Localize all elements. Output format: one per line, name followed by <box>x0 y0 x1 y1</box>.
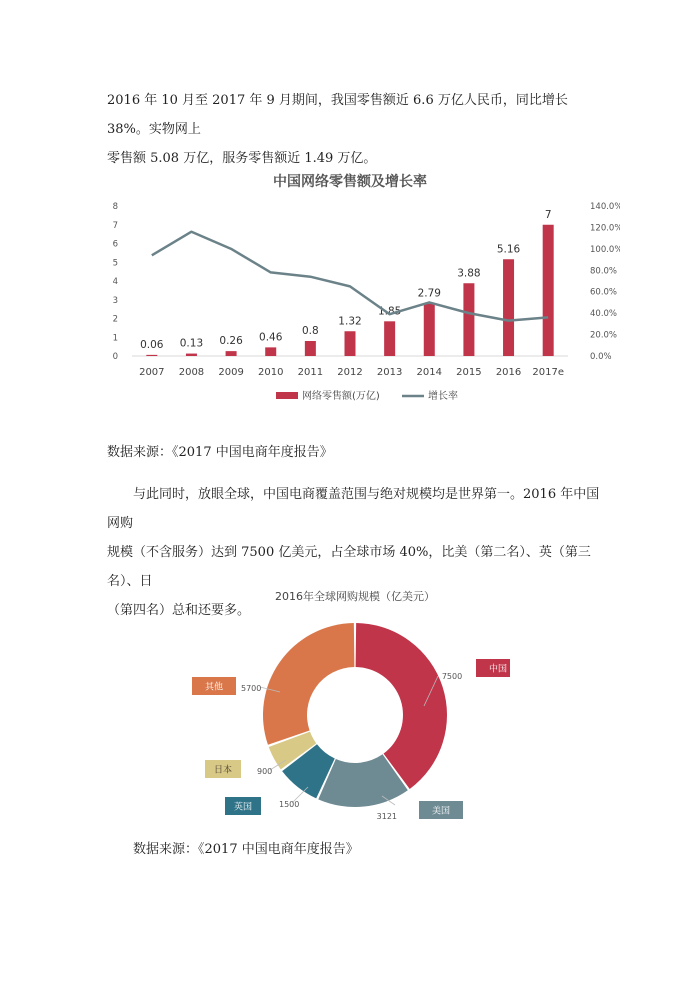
donut-label-uk: 英国 <box>233 802 253 813</box>
left-axis-tick: 8 <box>112 202 118 212</box>
right-axis-tick: 20.0% <box>590 330 618 341</box>
global-line-3: （第四名）总和还要多。 <box>107 603 251 618</box>
source-note-2: 数据来源：《2017 中国电商年度报告》 <box>133 842 359 857</box>
donut-label-usa: 美国 <box>431 806 451 817</box>
donut-value-uk: 1500 <box>279 800 300 809</box>
bar-retail-2013 <box>384 321 395 356</box>
left-axis-tick: 0 <box>112 352 118 362</box>
bar-retail-2016 <box>503 259 514 356</box>
global-line-2: 规模（不含服务）达到 7500 亿美元，占全球市场 40%，比美（第二名）、英（第三名）、日 <box>107 545 591 589</box>
legend-label-growth: 增长率 <box>428 391 458 402</box>
bar-retail-2010 <box>265 347 276 356</box>
right-axis-tick: 0.0% <box>590 352 612 362</box>
left-axis-tick: 3 <box>112 295 118 306</box>
bar-retail-2007 <box>146 355 157 356</box>
bar-label-2015: 3.88 <box>457 267 481 280</box>
right-axis-tick: 100.0% <box>590 244 620 255</box>
bar-retail-2012 <box>345 331 356 356</box>
intro-line-2: 零售额 5.08 万亿，服务零售额近 1.49 万亿。 <box>107 151 377 166</box>
x-tick-2016: 2016 <box>495 367 522 378</box>
right-axis-tick: 60.0% <box>590 287 618 298</box>
global-donut-chart <box>180 582 510 827</box>
donut-label-other: 其他 <box>204 682 224 693</box>
legend-swatch-retail <box>276 392 298 399</box>
donut-value-japan: 900 <box>257 767 273 776</box>
x-tick-2007: 2007 <box>139 367 165 378</box>
left-axis-tick: 6 <box>112 239 118 250</box>
chart-title: 中国网络零售额及增长率 <box>273 174 427 190</box>
donut-label-japan: 日本 <box>213 765 233 776</box>
donut-title: 2016年全球网购规模（亿美元） <box>275 590 435 603</box>
bar-retail-2009 <box>226 351 237 356</box>
growth-rate-line <box>152 232 548 321</box>
bar-label-2008: 0.13 <box>179 337 204 350</box>
left-axis-tick: 2 <box>112 314 118 325</box>
bar-label-2012: 1.32 <box>338 315 362 328</box>
donut-value-other: 5700 <box>241 684 262 693</box>
bar-retail-2014 <box>424 304 435 356</box>
left-axis-tick: 1 <box>112 333 118 344</box>
bar-retail-2015 <box>463 283 474 356</box>
right-axis-tick: 40.0% <box>590 309 618 320</box>
bar-label-2011: 0.8 <box>302 325 319 337</box>
bar-label-2007: 0.06 <box>140 338 164 351</box>
left-axis-tick: 7 <box>112 220 118 231</box>
bar-label-2010: 0.46 <box>259 331 283 344</box>
bar-retail-2008 <box>186 354 197 356</box>
bar-retail-2011 <box>305 341 316 356</box>
global-line-1: 与此同时，放眼全球，中国电商覆盖范围与绝对规模均是世界第一。2016 年中国网购 <box>107 487 600 531</box>
x-tick-2013: 2013 <box>376 367 403 378</box>
bar-label-2017e: 7 <box>544 208 552 221</box>
donut-value-china: 7500 <box>441 672 463 681</box>
donut-label-china: 中国 <box>488 664 508 675</box>
source-note-1: 数据来源：《2017 中国电商年度报告》 <box>107 445 333 460</box>
x-tick-2015: 2015 <box>456 367 482 378</box>
bar-label-2016: 5.16 <box>496 243 521 256</box>
donut-slice-other <box>263 623 354 745</box>
bar-label-2014: 2.79 <box>417 287 441 300</box>
right-axis-tick: 140.0% <box>590 202 620 212</box>
x-tick-2010: 2010 <box>258 367 284 378</box>
x-tick-2011: 2011 <box>297 367 324 378</box>
bar-label-2013: 1.85 <box>377 305 402 318</box>
left-axis-tick: 4 <box>112 277 118 287</box>
left-axis-tick: 5 <box>112 258 118 269</box>
x-tick-2008: 2008 <box>178 367 205 378</box>
right-axis-tick: 120.0% <box>590 223 620 234</box>
intro-line-1: 2016 年 10 月至 2017 年 9 月期间，我国零售额近 6.6 万亿人民币，同比增长 38%。实物网上 <box>107 93 568 137</box>
bar-retail-2017e <box>543 225 554 356</box>
x-tick-2009: 2009 <box>218 367 244 378</box>
right-axis-tick: 80.0% <box>590 266 618 277</box>
retail-chart <box>100 160 620 415</box>
x-tick-2017e: 2017e <box>532 367 564 378</box>
bar-label-2009: 0.26 <box>219 335 243 348</box>
x-tick-2012: 2012 <box>337 367 363 378</box>
x-tick-2014: 2014 <box>416 367 442 378</box>
donut-value-usa: 3121 <box>376 812 397 821</box>
legend-label-retail: 网络零售额(万亿) <box>302 391 380 402</box>
